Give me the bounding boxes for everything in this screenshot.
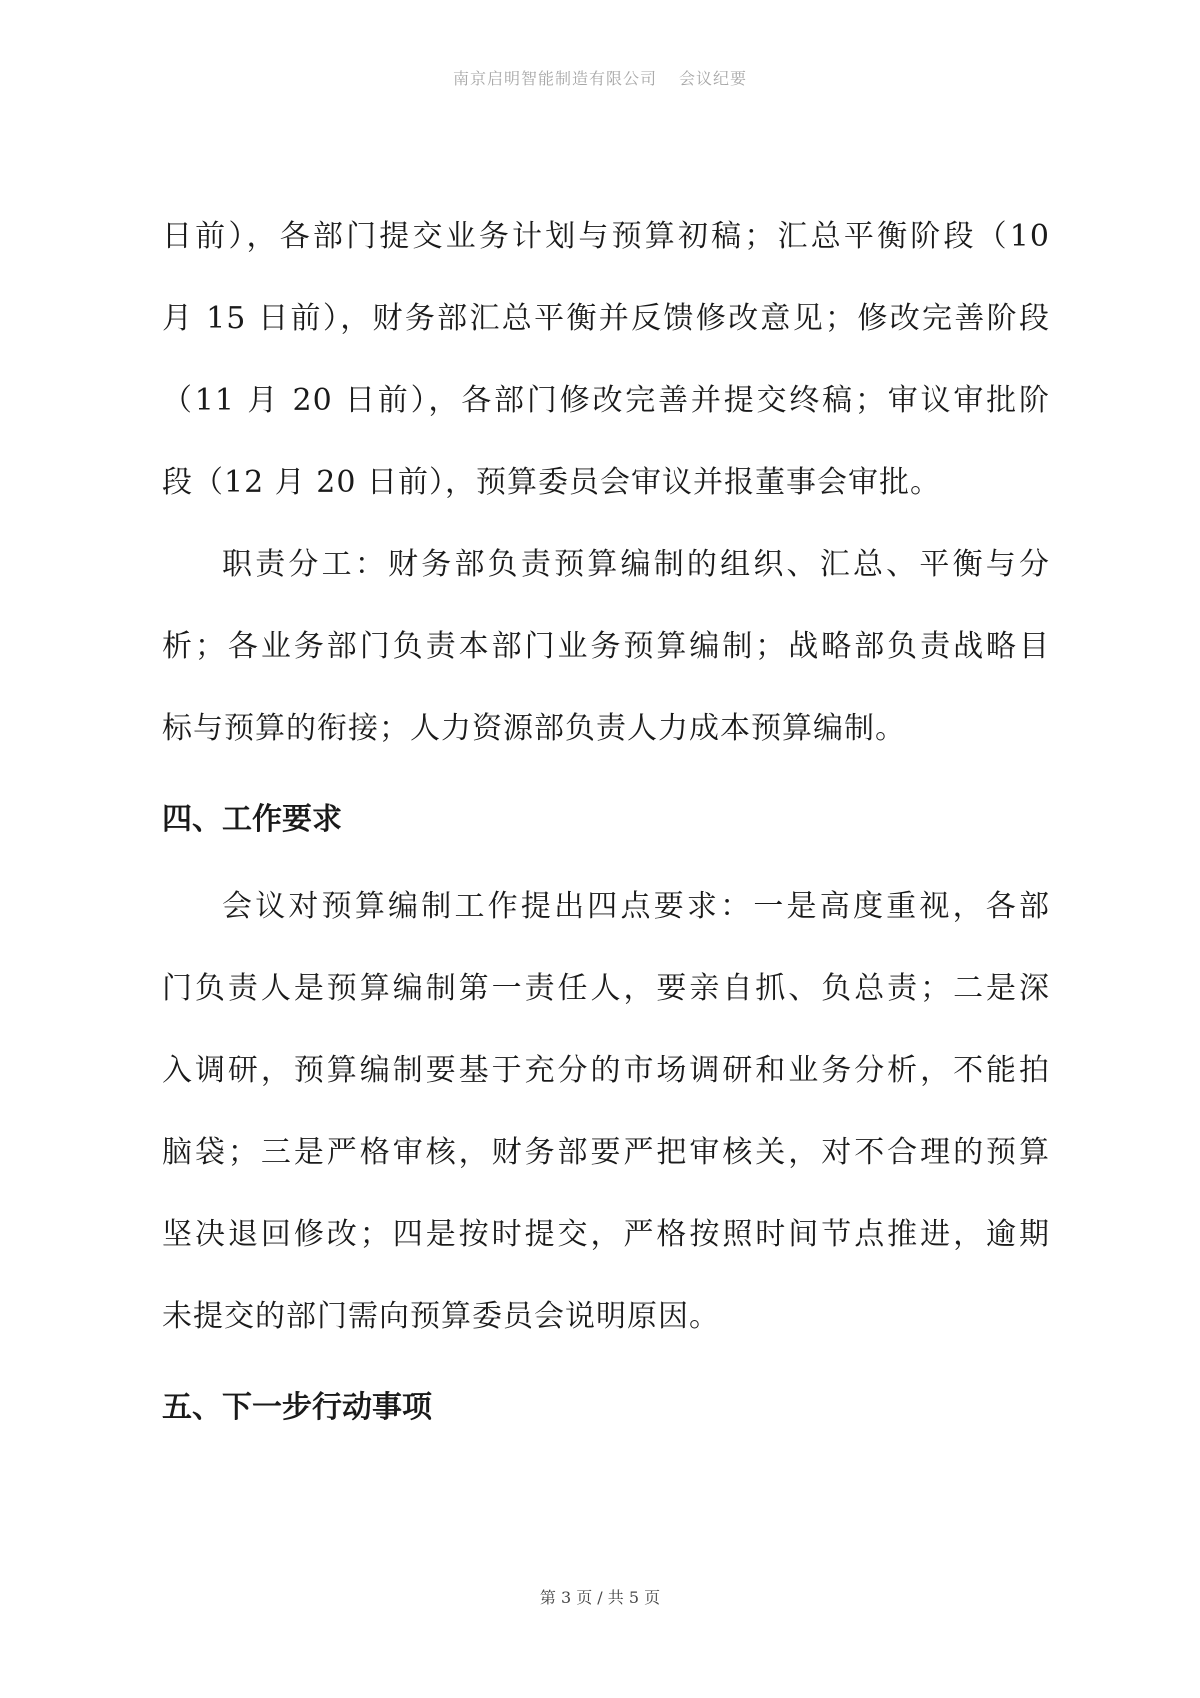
text-line: 标与预算的衔接；人力资源部负责人力成本预算编制。	[162, 711, 906, 746]
text-line: 职责分工：财务部负责预算编制的组织、汇总、平衡与分	[222, 547, 1050, 582]
text-line: 日前），各部门提交业务计划与预算初稿；汇总平衡阶段（10	[162, 219, 1050, 254]
paragraph-schedule	[162, 196, 1050, 524]
header-company: 南京启明智能制造有限公司	[452, 69, 657, 88]
text-line: 坚决退回修改；四是按时提交，严格按照时间节点推进，逾期	[162, 1217, 1050, 1252]
paragraph-responsibilities	[162, 524, 1050, 770]
text-line: 会议对预算编制工作提出四点要求：一是高度重视，各部	[222, 889, 1050, 924]
page-number: 第 3 页 / 共 5 页	[539, 1588, 661, 1607]
text-line: 门负责人是预算编制第一责任人，要亲自抓、负总责；二是深	[162, 971, 1050, 1006]
text-line: 脑袋；三是严格审核，财务部要严把审核关，对不合理的预算	[162, 1135, 1050, 1170]
text-line: 月 15 日前），财务部汇总平衡并反馈修改意见；修改完善阶段	[162, 301, 1050, 336]
page-header	[0, 66, 1200, 89]
section-heading-requirements: 四、工作要求	[162, 802, 342, 837]
text-line: （11 月 20 日前），各部门修改完善并提交终稿；审议审批阶	[162, 383, 1050, 418]
text-line: 未提交的部门需向预算委员会说明原因。	[162, 1299, 720, 1334]
text-line: 析；各业务部门负责本部门业务预算编制；战略部负责战略目	[162, 629, 1050, 664]
text-line: 段（12 月 20 日前），预算委员会审议并报董事会审批。	[162, 465, 941, 500]
section-heading-next-steps: 五、下一步行动事项	[162, 1390, 432, 1425]
paragraph-requirements	[162, 866, 1050, 1358]
document-body	[162, 196, 1050, 1454]
text-line: 入调研，预算编制要基于充分的市场调研和业务分析，不能拍	[162, 1053, 1050, 1088]
header-doc-type: 会议纪要	[679, 69, 748, 88]
